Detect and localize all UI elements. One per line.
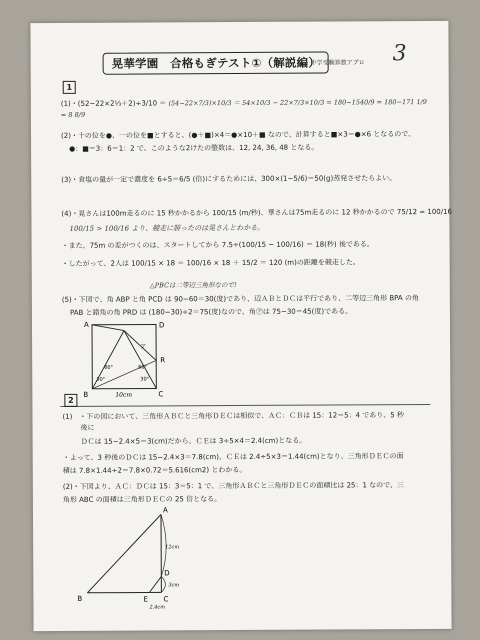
s2-line-7: 角形 ABC の面積は三角形ＤＥＣの 25 倍となる。 xyxy=(62,495,222,504)
length-2-4cm: 2.4cm xyxy=(149,604,165,611)
label-c: C xyxy=(158,390,164,399)
q2-line-2: ●：■＝3：6＝1：2 で、このような2けたの整数は、12, 24, 36, 48 となる。 xyxy=(69,143,319,153)
label-d: D xyxy=(158,321,165,330)
label-b: B xyxy=(83,390,89,399)
q5-figure xyxy=(82,320,182,399)
q2-line-1: (2)・十の位を●、一の位を■とすると、(●＋■)×4＝●×10＋■ なので、計算すると■×3＝●×6 となるので、 xyxy=(60,130,416,140)
q1-handwritten: (54−22×7/3)×10/3 ＝ 54×10/3 − 22×7/3×10/3 = 180−1540/9 = 180−171 1/9 = 8 8/9 xyxy=(60,98,427,119)
answer-sheet xyxy=(30,21,451,631)
page-number: 3 xyxy=(392,41,407,67)
s2-line-4: ・よって、3 秒後のＤＣは 15−2.4×3＝7.8(cm)、ＣＥは 2.4÷5×3＝1.44(cm)となり、三角形ＤＥＣの面 xyxy=(62,452,404,462)
label-c2: C xyxy=(163,595,169,604)
label-bottom-length: 10cm xyxy=(115,391,133,399)
page-title: 晃華学園 合格もぎテスト①（解説編） xyxy=(103,52,329,75)
q1-printed: (1)・(52−22×2⅓＋2)÷3/10 ＝ xyxy=(60,99,167,108)
section-2-label: 2 xyxy=(64,394,77,407)
length-3cm: 3cm xyxy=(168,582,180,589)
q3-line-1: (3)・食塩の量が一定で濃度を 6÷5＝6/5 (倍)にするためには、300×(1−5/6)＝50(g)蒸発させたらよい。 xyxy=(61,174,397,184)
s2-line-2: 後に xyxy=(80,423,95,432)
q4-line-1: (4)・晃さんは100m走るのに 15 秒かかるから 100/15 (m/秒)、華さんは75m走るのに 12 秒かかるので 75/12 = 100/16 xyxy=(61,207,453,218)
q5-line-2: PAB と錯角の角 PRD は (180−30)÷2＝75(度)なので、角㋐は 75−30＝45(度)である。 xyxy=(69,307,353,317)
label-a: A xyxy=(83,320,89,329)
s2-line-1: (1) ・下の図において、三角形ＡＢＣと三角形ＤＥＣは相似で、ＡＣ：ＣＢは 15：12＝5：4 であり、5 秒 xyxy=(62,411,404,421)
q4-line-4: ・したがって、2人は 100/15 × 18 ＝ 100/16 × 18 ＋ 15/2 ＝ 120 (m)の距離を競走した。 xyxy=(61,258,360,268)
q1-text xyxy=(61,97,431,121)
label-d2: D xyxy=(164,569,170,578)
line-ap xyxy=(92,325,124,331)
label-a2: A xyxy=(162,506,168,515)
q4-line-3: ・また、75m の差がつくのは、スタートしてから 7.5÷(100/15 − 100/16) ＝ 18(秒) 後である。 xyxy=(61,240,374,250)
q5-line-1: (5)・下図で、角 ABP と角 PCD は 90−60＝30(度)であり、辺ＡＢとＤＣは平行であり、二等辺三角形 BPA の角 xyxy=(61,294,419,304)
label-e2: E xyxy=(143,595,148,604)
q4-line-2: 100/15 > 100/16 より、競走に勝ったのは晃さんとわかる。 xyxy=(69,223,265,233)
s2-line-3: ＤＣは 15−2.4×5＝3(cm)だから、ＣＥは 3÷5×4＝2.4(cm)となる。 xyxy=(80,436,307,446)
section-divider xyxy=(60,404,430,407)
line-ab xyxy=(87,514,161,592)
label-b2: B xyxy=(77,594,83,603)
s2-line-6: (2)・下図より、ＡＣ：ＤＣは 15：3＝5：1 で、三角形ＡＢＣと三角形ＤＥＣの面積比は 25：1 なので、三 xyxy=(62,481,405,491)
s2-figure xyxy=(73,506,184,617)
label-p xyxy=(121,320,125,321)
line-de xyxy=(149,576,161,592)
s2-line-5: 積は 7.8×1.44÷2＝7.8×0.72＝5.616(cm2) とわかる。 xyxy=(62,465,247,475)
angle-alpha: ア xyxy=(140,343,147,351)
publisher-label: 中学受験算数アプロ xyxy=(310,59,365,67)
angle-60: 60° xyxy=(104,364,114,371)
angle-60b: 60° xyxy=(138,364,148,371)
brace-3cm xyxy=(161,576,165,592)
label-r: R xyxy=(160,356,166,365)
q5-note: △PBCは二等辺三角形なので! xyxy=(149,281,237,290)
section-1-label: 1 xyxy=(63,81,76,94)
length-12cm: 12cm xyxy=(165,544,180,551)
angle-30b: 30° xyxy=(140,376,150,383)
angle-30: 30° xyxy=(96,376,106,383)
